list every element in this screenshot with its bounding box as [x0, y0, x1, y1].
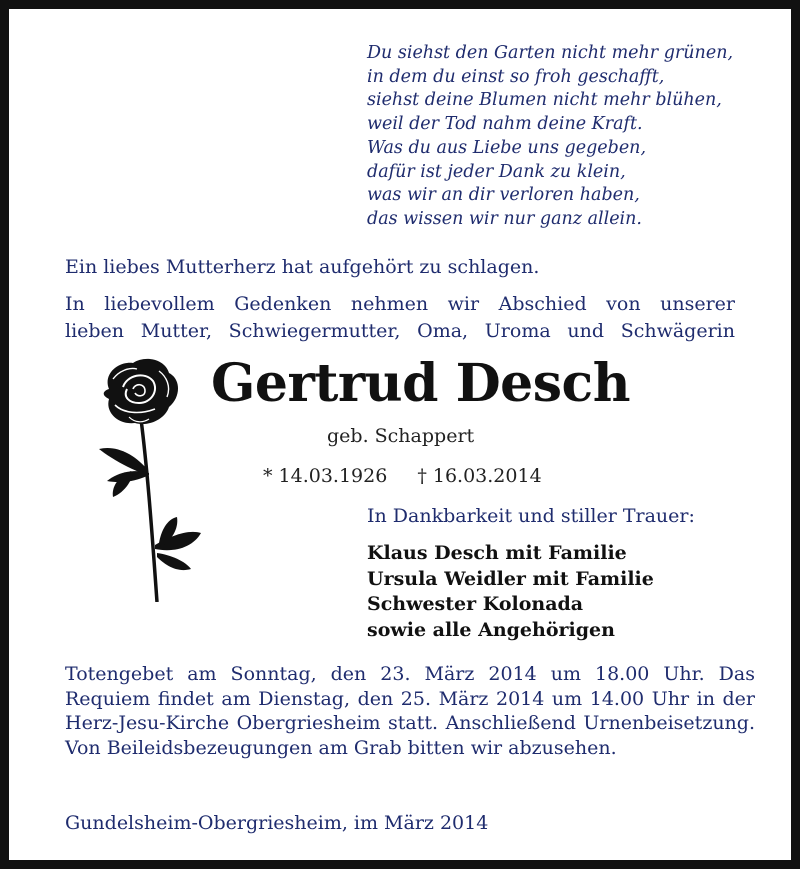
rose-icon	[89, 357, 209, 602]
mourners-intro: In Dankbarkeit und stiller Trauer:	[367, 505, 695, 527]
poem-line: dafür ist jeder Dank zu klein,	[367, 161, 626, 182]
mourner-entry: Schwester Kolonada	[367, 593, 584, 615]
intro-sentence: Ein liebes Mutterherz hat aufgehört zu schlagen.	[65, 256, 540, 278]
mourner-entry: Ursula Weidler mit Familie	[367, 567, 654, 590]
farewell-line: lieben Mutter, Schwiegermutter, Oma, Uroma und Schwägerin	[65, 320, 735, 342]
mourner-entry: sowie alle Angehörigen	[367, 618, 615, 641]
birth-name: geb. Schappert	[327, 425, 475, 447]
service-details: Totengebet am Sonntag, den 23. März 2014 um 18.00 Uhr. Das Requiem findet am Dienstag, den 25. März 2014 um 14.00 Uhr in der Herz-Jesu-Kirche Obergriesheim statt. Anschließend Urnenbeisetzung. Von Beileidsbezeugungen am Grab bitten wir abzusehen.	[65, 663, 755, 759]
poem-line: in dem du einst so froh geschafft,	[367, 66, 665, 87]
poem-line: weil der Tod nahm deine Kraft.	[367, 113, 643, 134]
poem-line: was wir an dir verloren haben,	[367, 185, 640, 205]
poem-line: siehst deine Blumen nicht mehr blühen,	[367, 90, 722, 110]
birth-date: * 14.03.1926	[263, 465, 388, 487]
mourner-entry: Klaus Desch mit Familie	[367, 542, 627, 564]
mourners-list	[367, 541, 654, 643]
place-and-date: Gundelsheim-Obergriesheim, im März 2014	[65, 812, 489, 834]
poem	[367, 42, 733, 231]
life-dates	[263, 465, 542, 487]
farewell-paragraph	[65, 291, 735, 345]
deceased-name: Gertrud Desch	[211, 353, 630, 414]
poem-line: Du siehst den Garten nicht mehr grünen,	[367, 43, 734, 63]
poem-line: Was du aus Liebe uns gegeben,	[367, 138, 647, 158]
farewell-line: In liebevollem Gedenken nehmen wir Abschied von unserer	[65, 293, 735, 315]
poem-line: das wissen wir nur ganz allein.	[367, 208, 642, 229]
death-date: † 16.03.2014	[417, 465, 542, 487]
